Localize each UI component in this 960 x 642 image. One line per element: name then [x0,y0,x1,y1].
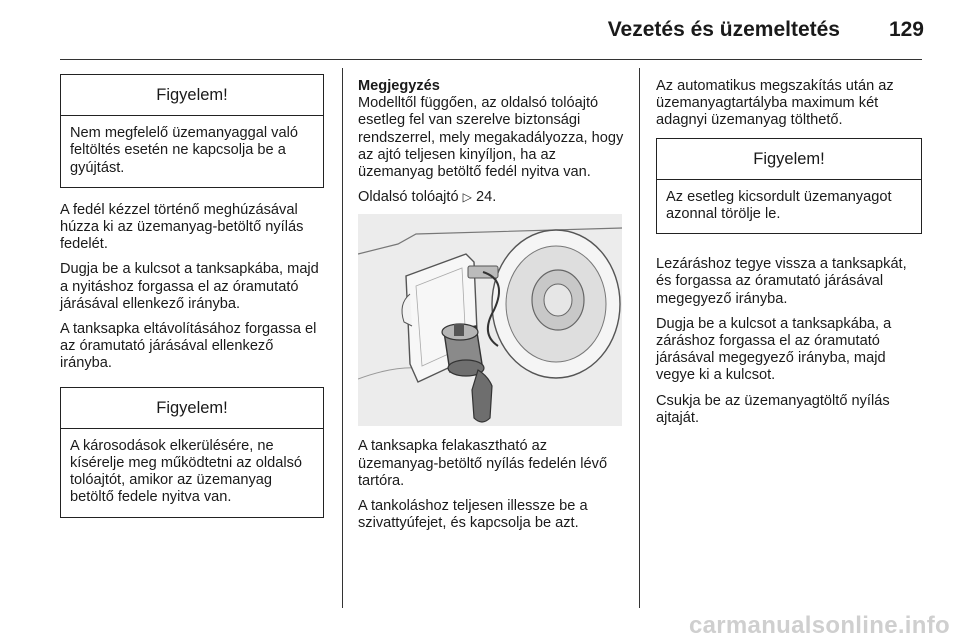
column-2 [358,78,624,540]
warning-box [656,138,922,235]
warning-title: Figyelem! [61,75,323,116]
reference-page: 24. [475,189,497,206]
fuel-filler-cap-illustration [358,214,622,426]
warning-box [60,74,324,188]
reference-text: Oldalsó tolóajtó [358,189,459,206]
note-label: Megjegyzés [358,78,440,94]
watermark: carmanualsonline.info [688,612,950,639]
column-1 [60,74,324,532]
header-divider [60,59,922,60]
warning-text: A károsodások elkerülésére, ne kísérelje meg működtetni az oldalsó tolóajtót, amikor az üzemanyag betöltő fedele nyitva van. [70,437,302,506]
paragraph: A tankoláshoz teljesen illessze be a szivattyúfejet, és kapcsolja be azt. [358,498,588,532]
warning-text: Nem megfelelő üzemanyaggal való feltöltés esetén ne kapcsolja be a gyújtást. [70,125,298,176]
reference-arrow-icon: ▷ [462,190,472,205]
paragraph: A tanksapka eltávolításához forgassa el az óramutató járásával ellenkező irányba. [60,321,317,372]
column-divider-1 [342,68,343,608]
warning-title: Figyelem! [657,139,921,180]
page-number: 129 [888,18,924,41]
paragraph: Dugja be a kulcsot a tanksapkába, a záráshoz forgassa el az óramutató járásával megegyező irányba, majd vegye ki a kulcsot. [656,315,892,384]
note [358,78,624,181]
paragraph: Dugja be a kulcsot a tanksapkába, majd a nyitáshoz forgassa el az óramutató járásával ellenkező irányba. [60,261,319,312]
paragraph: A fedél kézzel történő meghúzásával húzza ki az üzemanyag-betöltő nyílás fedelét. [60,201,304,253]
warning-box [60,387,324,518]
column-3 [656,78,922,435]
cross-reference [358,189,624,206]
warning-text: Az esetleg kicsordult üzemanyagot azonnal törölje le. [666,188,892,223]
paragraph: A tanksapka felakasztható az üzemanyag-betöltő nyílás fedelén lévő tartóra. [358,438,608,489]
column-divider-2 [639,68,640,608]
section-title: Vezetés és üzemeltetés [607,18,840,41]
paragraph: Csukja be az üzemanyagtöltő nyílás ajtaját. [656,392,890,426]
note-text: Modelltől függően, az oldalsó tolóajtó esetleg fel van szerelve biztonsági rendszerrel, mely megakadályozza, hogy az ajtó teljesen kinyíljon, ha az üzemanyag betöltő fedél nyitva van. [358,95,624,181]
paragraph: Az automatikus megszakítás után az üzemanyagtartályba maximum két adagnyi üzemanyag tölthető. [656,78,894,129]
paragraph: Lezáráshoz tegye vissza a tanksapkát, és forgassa az óramutató járásával megegyező irányba. [656,256,907,307]
warning-title: Figyelem! [61,388,323,429]
